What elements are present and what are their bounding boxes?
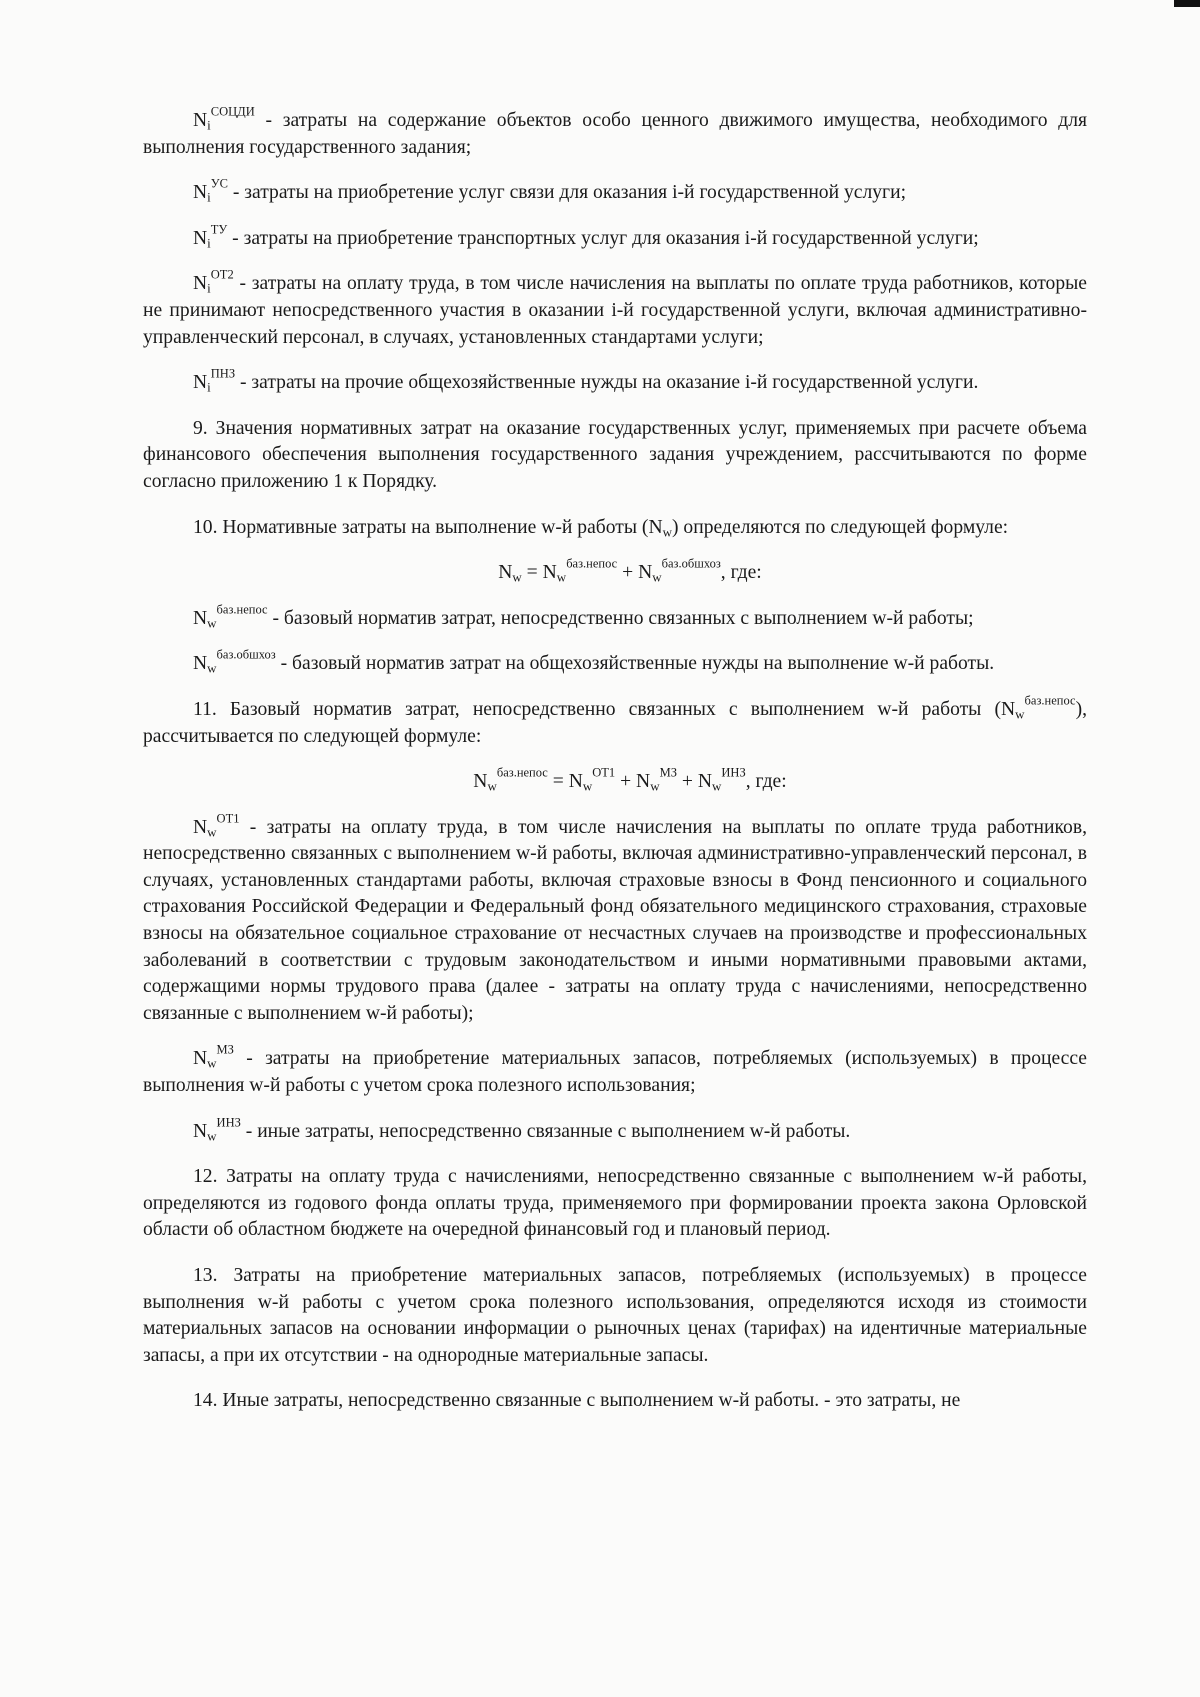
paragraph-12: 12. Затраты на оплату труда с начислениями, непосредственно связанные с выполнением w-й работы, определяются из годового фонда оплаты труда, применяемого при формировании проекта закона Орловской области об областном бюджете на очередной финансовый год и плановый период.: [143, 1166, 1087, 1241]
definition-tu: $N_i^{ТУ}$ - затраты на приобретение транспортных услуг для оказания i-й государственной услуги;: [193, 222, 979, 251]
formula-baz-nepos: $N_w^{баз.непос} = N_w^{ОТ1} + N_w^{МЗ} + N_w^{ИНЗ}$, где:: [473, 765, 787, 794]
definition-ot1: $N_w^{ОТ1}$ - затраты на оплату труда, в том числе начисления на выплаты по оплате труда работников, непосредственно связанных с выполнением w-й работы, включая административно-управленческий персонал, в случаях, установленных стандартами работы, включая страховые взносы в Фонд пенсионного и социального страхования Российской Федерации и Федеральный фонд обязательного медицинского страхования, страховые взносы на обязательное социальное страхование от несчастных случаев на производстве и профессиональных заболеваний в соответствии с трудовым законодательством и иными нормативными правовыми актами, содержащими нормы трудового права (далее - затраты на оплату труда с начислениями, непосредственно связанные с выполнением w-й работы);: [143, 811, 1087, 1024]
definition-socdi: $N_i^{СОЦДИ}$ - затраты на содержание объектов особо ценного движимого имущества, необходимого для выполнения государственного задания;: [143, 104, 1087, 158]
definition-pnz: $N_i^{ПНЗ}$ - затраты на прочие общехозяйственные нужды на оказание i-й государственной услуги.: [193, 366, 979, 395]
definition-baz-nepos: $N_w^{баз.непос}$ - базовый норматив затрат, непосредственно связанных с выполнением w-й работы;: [193, 602, 974, 630]
paragraph-9: 9. Значения нормативных затрат на оказание государственных услуг, применяемых при расчете объема финансового обеспечения выполнения государственного задания учреждением, рассчитываются по форме согласно приложению 1 к Порядку.: [143, 417, 1087, 492]
paragraph-14: 14. Иные затраты, непосредственно связанные с выполнением w-й работы. - это затраты, не: [193, 1390, 961, 1412]
definition-mz: $N_w^{МЗ}$ - затраты на приобретение материальных запасов, потребляемых (используемых) в процессе выполнения w-й работы с учетом срока полезного использования;: [143, 1042, 1087, 1097]
definition-ot2: $N_i^{ОТ2}$ - затраты на оплату труда, в том числе начисления на выплаты по оплате труда работников, которые не принимают непосредственного участия в оказании i-й государственной услуги, включая административно-управленческий персонал, в случаях, установленных стандартами услуги;: [143, 267, 1087, 348]
scan-edge-mark: [1174, 0, 1200, 7]
definition-inz: $N_w^{ИНЗ}$ - иные затраты, непосредственно связанные с выполнением w-й работы.: [193, 1115, 851, 1143]
paragraph-11: 11. Базовый норматив затрат, непосредственно связанных с выполнением w-й работы $(N_w^{баз.непос})$, рассчитывается по следующей формуле:: [143, 693, 1087, 747]
paragraph-10: 10. Нормативные затраты на выполнение w-й работы $(N_w)$ определяются по следующей формуле:: [193, 516, 1009, 539]
definition-baz-obshhoz: $N_w^{баз.обшхоз}$ - базовый норматив затрат на общехозяйственные нужды на выполнение w-й работы.: [193, 647, 995, 676]
definition-us: $N_i^{УС}$ - затраты на приобретение услуг связи для оказания i-й государственной услуги;: [193, 176, 907, 205]
document-page: [143, 104, 1087, 1415]
paragraph-13: 13. Затраты на приобретение материальных запасов, потребляемых (используемых) в процессе выполнения w-й работы с учетом срока полезного использования, определяются исходя из стоимости материальных запасов на основании информации о рыночных ценах (тарифах) на идентичные материальные запасы, а при их отсутствии - на однородные материальные запасы.: [143, 1265, 1087, 1366]
formula-nw: $N_w = N_w^{баз.непос} + N_w^{баз.обшхоз}$, где:: [498, 556, 762, 585]
